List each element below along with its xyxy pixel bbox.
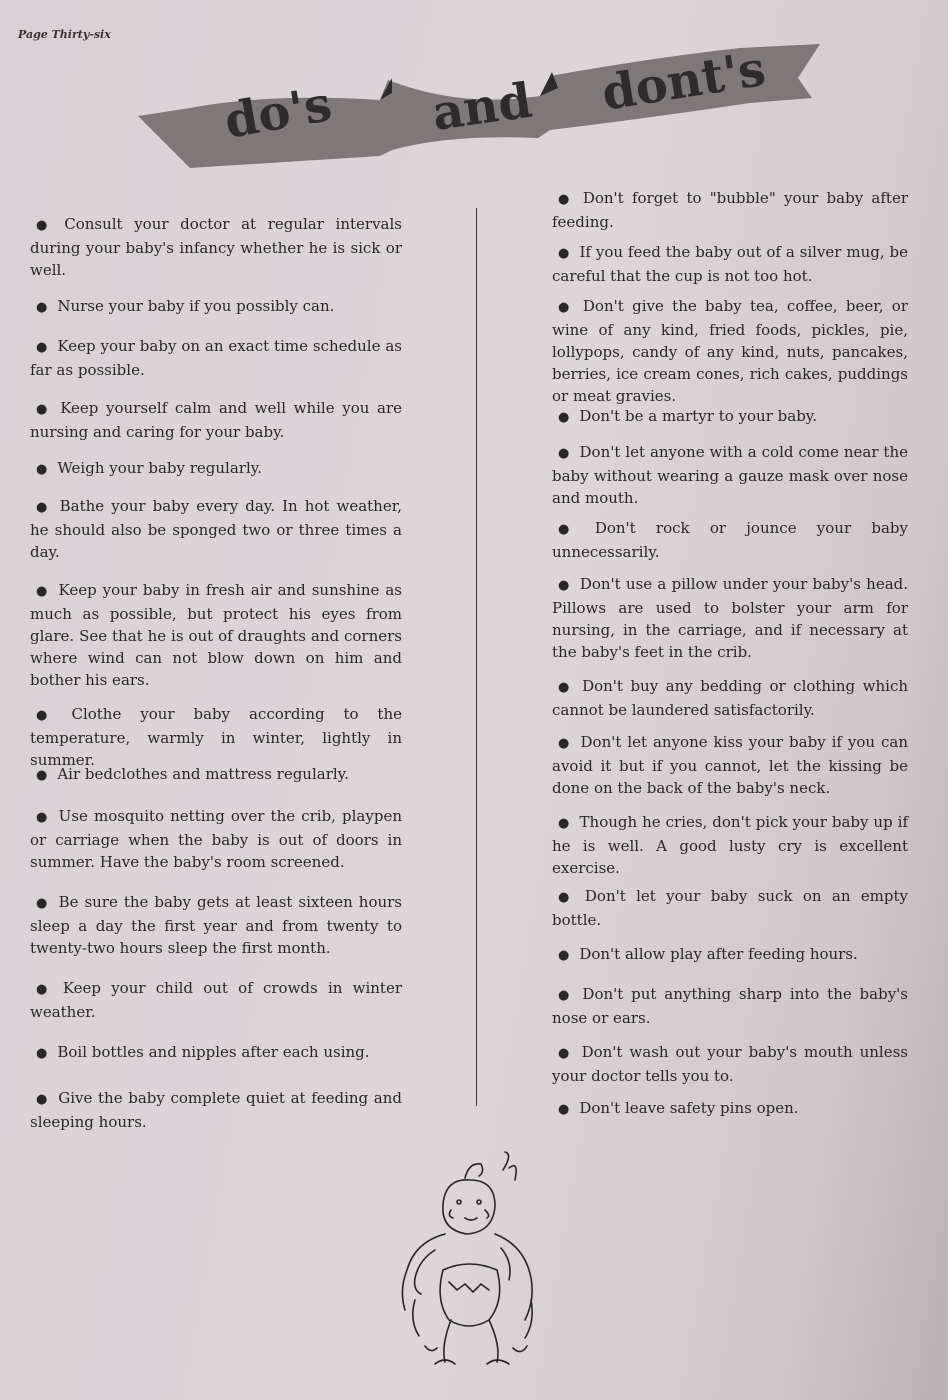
list-item: ● Keep yourself calm and well while you are nursing and caring for your baby. — [30, 399, 402, 441]
bullet-icon: ● — [558, 522, 585, 537]
list-item: ● Be sure the baby gets at least sixteen hours sleep a day the first year and from twenty to twenty-two hours sleep the first month. — [30, 893, 403, 957]
list-item: ● Keep your child out of crowds in winter weather. — [30, 979, 403, 1021]
bullet-icon: ● — [36, 340, 48, 355]
list-item: ● Give the baby complete quiet at feeding and sleeping hours. — [30, 1089, 403, 1131]
banner-word-donts: dont's — [598, 40, 770, 122]
list-item: ● Don't give the baby tea, coffee, beer, or wine of any kind, fried foods, pickles, pie, lollypops, candy of any kind, nuts, pancakes, berries, ice cream cones, rich cakes, puddings or meat gravies. — [552, 297, 909, 405]
list-item: ● Don't let anyone kiss your baby if you can avoid it but if you cannot, let the kissing be done on the back of the baby's neck. — [552, 733, 908, 797]
banner-word-and: and — [428, 72, 536, 142]
bullet-icon: ● — [558, 736, 571, 751]
bullet-icon: ● — [36, 1092, 49, 1107]
bullet-icon: ● — [558, 192, 573, 207]
bullet-icon: ● — [36, 402, 51, 417]
list-item: ● Consult your doctor at regular intervals during your baby's infancy whether he is sick or well. — [30, 215, 402, 279]
list-item: ● Don't wash out your baby's mouth unless your doctor tells you to. — [552, 1043, 908, 1085]
list-item: ● Don't be a martyr to your baby. — [558, 407, 818, 425]
list-item: ● Don't put anything sharp into the baby's nose or ears. — [552, 985, 909, 1027]
bullet-icon: ● — [558, 890, 575, 905]
list-item: ● Don't let anyone with a cold come near the baby without wearing a gauze mask over nose and mouth. — [552, 443, 909, 507]
list-item: ● Don't use a pillow under your baby's head. Pillows are used to bolster your arm for nursing, in the carriage, and if necessary at the baby's feet in the crib. — [552, 575, 909, 661]
list-item: ● Though he cries, don't pick your baby up if he is well. A good lusty cry is excellent exercise. — [552, 813, 909, 877]
bullet-icon: ● — [36, 982, 53, 997]
list-item: ● Don't buy any bedding or clothing which cannot be laundered satisfactorily. — [552, 677, 909, 719]
list-item: ● Keep your baby in fresh air and sunshine as much as possible, but protect his eyes from glare. See that he is out of draughts and corners where wind can not blow down on him and bother his ears. — [30, 581, 402, 689]
bullet-icon: ● — [36, 810, 49, 825]
title-banner — [130, 38, 830, 178]
bullet-icon: ● — [558, 578, 570, 593]
list-item: ● Bathe your baby every day. In hot weather, he should also be sponged two or three times a day. — [30, 497, 403, 561]
page-number: Page Thirty-six — [18, 28, 111, 41]
bullet-icon: ● — [36, 768, 48, 783]
list-item: ● Don't leave safety pins open. — [558, 1099, 799, 1117]
bullet-icon: ● — [558, 1046, 572, 1061]
banner-word-dos: do's — [220, 76, 336, 150]
baby-illustration — [385, 1150, 555, 1375]
list-item: ● Boil bottles and nipples after each using. — [36, 1043, 370, 1061]
bullet-icon: ● — [36, 218, 55, 233]
list-item: ● If you feed the baby out of a silver mug, be careful that the cup is not too hot. — [552, 243, 909, 285]
list-item: ● Don't forget to "bubble" your baby after feeding. — [552, 189, 908, 231]
bullet-icon: ● — [558, 300, 573, 315]
bullet-icon: ● — [36, 708, 62, 723]
bullet-icon: ● — [558, 948, 570, 963]
list-item: ● Keep your baby on an exact time schedule as far as possible. — [30, 337, 402, 379]
bullet-icon: ● — [558, 1102, 570, 1117]
bullet-icon: ● — [558, 680, 573, 695]
bullet-icon: ● — [36, 462, 48, 477]
bullet-icon: ● — [36, 1046, 48, 1061]
bullet-icon: ● — [558, 410, 570, 425]
bullet-icon: ● — [558, 246, 570, 261]
column-divider — [476, 208, 477, 1106]
list-item: ● Don't let your baby suck on an empty bottle. — [552, 887, 909, 929]
bullet-icon: ● — [558, 816, 570, 831]
bullet-icon: ● — [36, 584, 49, 599]
bullet-icon: ● — [558, 988, 573, 1003]
bullet-icon: ● — [36, 300, 48, 315]
list-item: ● Don't allow play after feeding hours. — [558, 945, 858, 963]
list-item: ● Air bedclothes and mattress regularly. — [36, 765, 349, 783]
bullet-icon: ● — [36, 500, 50, 515]
list-item: ● Use mosquito netting over the crib, playpen or carriage when the baby is out of doors in summer. Have the baby's room screened. — [30, 807, 402, 871]
list-item: ● Clothe your baby according to the temperature, warmly in winter, lightly in summer. — [30, 705, 402, 769]
bullet-icon: ● — [36, 896, 49, 911]
bullet-icon: ● — [558, 446, 570, 461]
list-item: ● Don't rock or jounce your baby unnecessarily. — [552, 519, 908, 561]
list-item: ● Nurse your baby if you possibly can. — [36, 297, 335, 315]
list-item: ● Weigh your baby regularly. — [36, 459, 263, 477]
